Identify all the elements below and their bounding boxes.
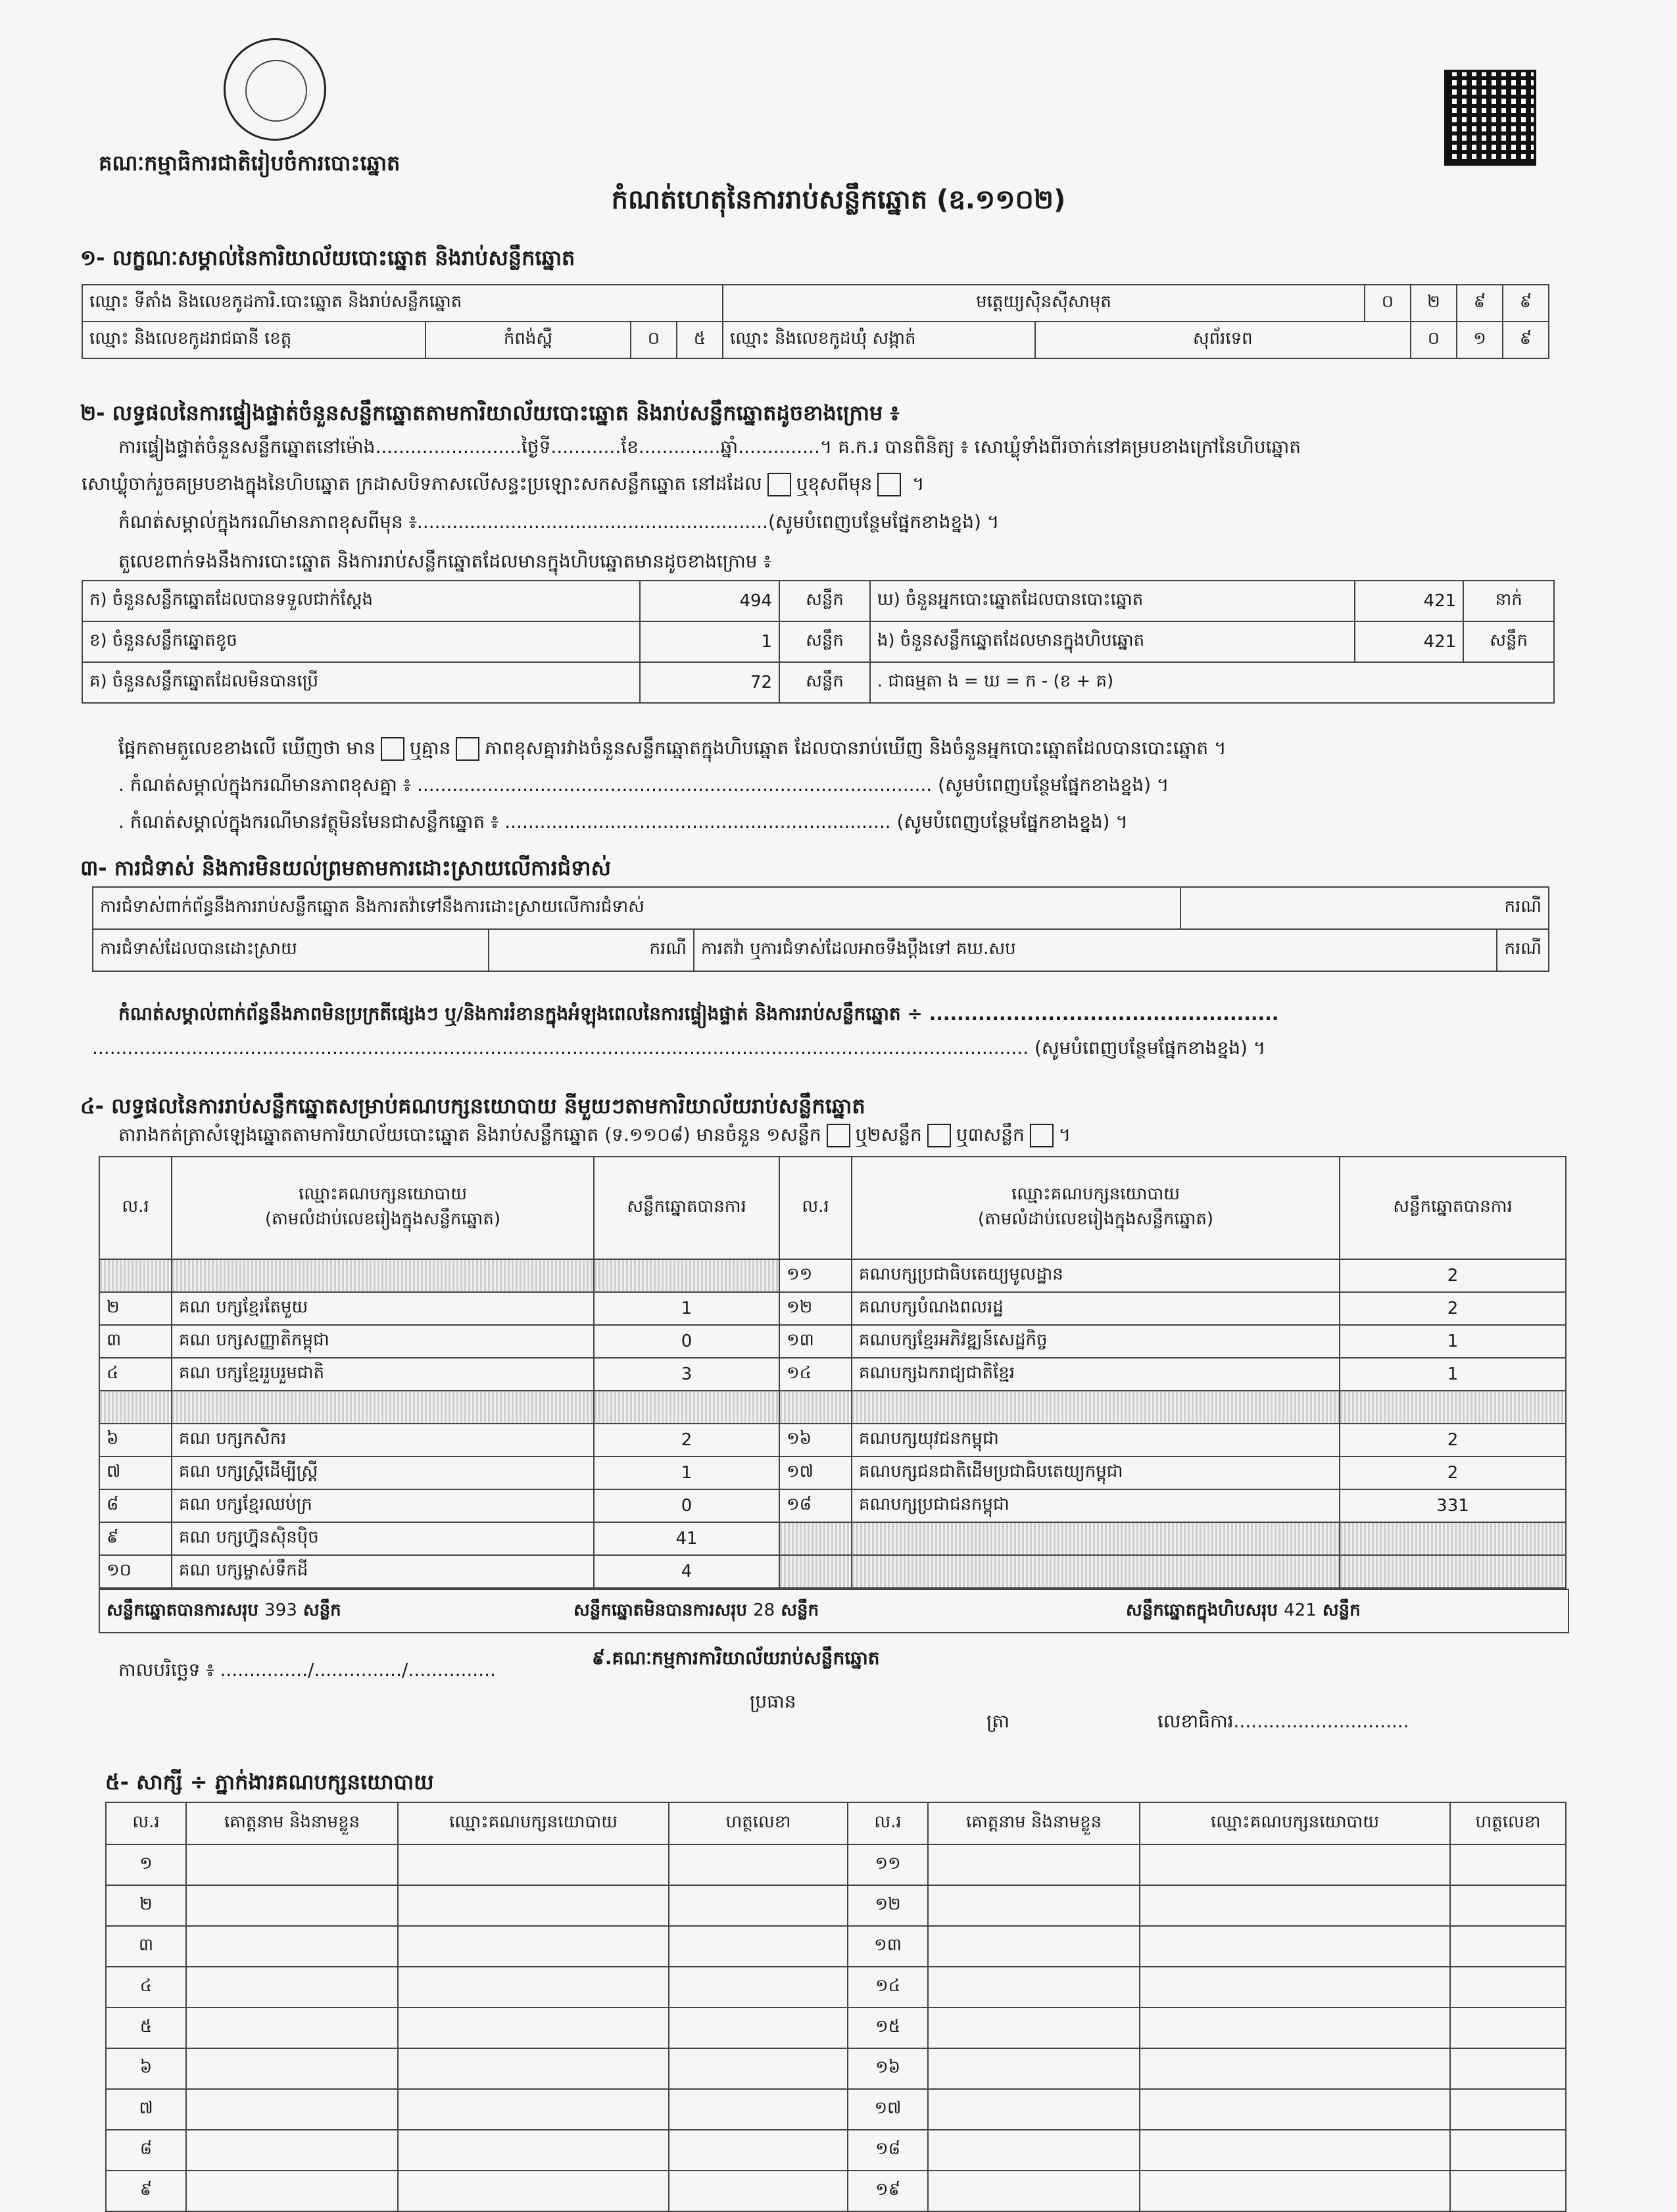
witness-party-cell[interactable]	[1140, 2171, 1450, 2211]
count-d-value: 421	[1355, 581, 1463, 621]
witness-signature-cell[interactable]	[669, 2089, 848, 2130]
witness-party-cell[interactable]	[398, 2008, 669, 2048]
witness-col-party: ឈ្មោះគណបក្សនយោបាយ	[1140, 1802, 1450, 1844]
witness-signature-cell[interactable]	[1450, 2089, 1566, 2130]
appealable-unit: ករណី	[1497, 929, 1549, 971]
commune-name: សុព័រទេព	[1035, 322, 1411, 358]
witness-row-number: ២	[106, 1885, 186, 1926]
witness-name-cell[interactable]	[186, 2008, 398, 2048]
count-d-unit: នាក់	[1463, 581, 1554, 621]
witness-row-number: ៩	[106, 2171, 186, 2211]
commune-code-digit: ០	[1411, 322, 1457, 358]
witness-name-cell[interactable]	[928, 2130, 1140, 2171]
witness-row-number: ១៤	[848, 1967, 928, 2008]
total-valid: សន្លឹកឆ្នោតបានការសរុប 393 សន្លឹក	[107, 1600, 341, 1620]
right-row-number	[779, 1522, 852, 1555]
witness-signature-cell[interactable]	[669, 1844, 848, 1885]
right-party-votes: 2	[1340, 1292, 1566, 1325]
witness-name-cell[interactable]	[928, 1885, 1140, 1926]
col-party-header: ឈ្មោះគណបក្សនយោបាយ (តាមលំដាប់លេខរៀងក្នុងសន្លឹកឆ្នោត)	[172, 1157, 594, 1259]
discrepancy-note-line: . កំណត់សម្គាល់ក្នុងករណីមានភាពខុសគ្នា ៖ ........................................................................................ (សូមបំពេញបន្ថែមផ្នែកខាងខ្នង) ។	[118, 774, 1169, 796]
section1-heading: ១- លក្ខណៈសម្គាល់នៃការិយាល័យបោះឆ្នោត និងរាប់សន្លឹកឆ្នោត	[80, 245, 575, 270]
witness-name-cell[interactable]	[186, 1967, 398, 2008]
witness-name-cell[interactable]	[186, 1926, 398, 1967]
one-sheet-checkbox[interactable]	[827, 1124, 850, 1147]
resolved-objections-label: ការជំទាស់ដែលបានដោះស្រាយ	[93, 929, 489, 971]
count-a-label: ក) ចំនួនសន្លឹកឆ្នោតដែលបានទទួលជាក់ស្តែង	[82, 581, 640, 621]
witness-name-cell[interactable]	[186, 2089, 398, 2130]
total-in-box: សន្លឹកឆ្នោតក្នុងហិបសរុប 421 សន្លឹក	[1126, 1600, 1361, 1620]
witness-row-number: ១៥	[848, 2008, 928, 2048]
witness-row-number: ១៦	[848, 2048, 928, 2089]
witness-name-cell[interactable]	[186, 2048, 398, 2089]
section5-heading: ៥- សាក្សី ÷ ភ្នាក់ងារគណបក្សនយោបាយ	[105, 1769, 434, 1794]
witness-signature-cell[interactable]	[1450, 2130, 1566, 2171]
left-row-number: ៧	[99, 1456, 172, 1489]
witness-row	[106, 2089, 1566, 2130]
section4-heading: ៤- លទ្ធផលនៃការរាប់សន្លឹកឆ្នោតសម្រាប់គណបក្សនយោបាយ នីមួយៗតាមការិយាល័យរាប់សន្លឹកឆ្នោត	[80, 1094, 865, 1118]
left-party-name: គណ បក្សម្ចាស់ទឹកដី	[172, 1555, 594, 1588]
witness-row	[106, 1844, 1566, 1885]
table-row	[99, 1292, 1566, 1325]
right-party-name: គណបក្សឯករាជ្យជាតិខ្មែរ	[852, 1358, 1340, 1391]
right-row-number: ១៦	[779, 1424, 852, 1456]
right-party-votes: 331	[1340, 1489, 1566, 1522]
count-unit: សន្លឹក	[1463, 621, 1554, 662]
right-row-number	[779, 1555, 852, 1588]
station-code-digit: ៩	[1457, 285, 1503, 322]
objections-table	[92, 886, 1549, 972]
right-party-votes: 1	[1340, 1358, 1566, 1391]
witness-signature-cell[interactable]	[669, 2048, 848, 2089]
seal-check-line: ការផ្ទៀងផ្ទាត់ចំនួនសន្លឹកឆ្នោតនៅម៉ោង.........................ថ្ងៃទី............ខែ..............ឆ្នាំ..............។ គ.ក.រ បានពិនិត្យ ៖ សោឃ្លុំទាំងពីរចាក់នៅគម្របខាងក្រៅនៃហិបឆ្នោត	[118, 436, 1301, 458]
commune-code-digit: ១	[1457, 322, 1503, 358]
qr-code-icon	[1444, 70, 1536, 166]
witness-signature-cell[interactable]	[1450, 2171, 1566, 2211]
counting-committee-label: ៩.គណៈកម្មការការិយាល័យរាប់សន្លឹកឆ្នោត	[592, 1647, 880, 1669]
left-party-votes	[594, 1391, 779, 1424]
witness-row	[106, 2171, 1566, 2211]
witness-name-cell[interactable]	[928, 2048, 1140, 2089]
right-party-name: គណបក្សប្រជាជនកម្ពុជា	[852, 1489, 1340, 1522]
discrepancy-yes-checkbox[interactable]	[381, 737, 404, 761]
right-row-number: ១២	[779, 1292, 852, 1325]
left-party-name: គណ បក្សខ្មែររួបរួមជាតិ	[172, 1358, 594, 1391]
station-label: ឈ្មោះ ទីតាំង និងលេខកូដការិ.បោះឆ្នោត និងរាប់សន្លឹកឆ្នោត	[82, 285, 723, 322]
witness-party-cell[interactable]	[398, 1844, 669, 1885]
witness-party-cell[interactable]	[398, 1967, 669, 2008]
left-row-number	[99, 1391, 172, 1424]
right-party-name	[852, 1555, 1340, 1588]
witness-party-cell[interactable]	[398, 2171, 669, 2211]
witness-party-cell[interactable]	[398, 1926, 669, 1967]
left-party-votes: 0	[594, 1489, 779, 1522]
station-code-digit: ៩	[1503, 285, 1549, 322]
right-party-votes: 2	[1340, 1456, 1566, 1489]
right-party-name: គណបក្សប្រជាធិបតេយ្យមូលដ្ឋាន	[852, 1259, 1340, 1292]
irregularity-note: កំណត់សម្គាល់ពាក់ព័ន្ធនឹងភាពមិនប្រក្រតីផ្សេងៗ ឬ/និងការរំខានក្នុងអំឡុងពេលនៃការផ្ទៀងផ្ទាត់ និងការរាប់សន្លឹកឆ្នោត ÷ ..................................................	[118, 1003, 1279, 1024]
witness-name-cell[interactable]	[928, 2008, 1140, 2048]
witness-col-sign: ហត្ថលេខា	[1450, 1802, 1566, 1844]
left-party-votes: 41	[594, 1522, 779, 1555]
right-party-name: គណបក្សជនជាតិដើមប្រជាធិបតេយ្យកម្ពុជា	[852, 1456, 1340, 1489]
left-party-votes: 1	[594, 1456, 779, 1489]
unchanged-checkbox[interactable]	[767, 473, 791, 496]
appealable-objections-label: ការតវ៉ា ឬការជំទាស់ដែលអាចទឹងប្តឹងទៅ គឃ.សប	[694, 929, 1497, 971]
witness-party-cell[interactable]	[398, 2130, 669, 2171]
left-party-votes: 1	[594, 1292, 779, 1325]
witness-signature-cell[interactable]	[1450, 1967, 1566, 2008]
count-unit: សន្លឹក	[779, 662, 870, 703]
count-unit: សន្លឹក	[779, 621, 870, 662]
province-code-digit: ៥	[677, 322, 723, 358]
left-row-number: ៨	[99, 1489, 172, 1522]
witness-row	[106, 1926, 1566, 1967]
witness-party-cell[interactable]	[1140, 1844, 1450, 1885]
province-label: ឈ្មោះ និងលេខកូដរាជធានី ខេត្ត	[82, 322, 425, 358]
left-party-name: គណ បក្សខ្មែរឈប់ក្រ	[172, 1489, 594, 1522]
count-unit: សន្លឹក	[779, 581, 870, 621]
left-party-name: គណ បក្សស្ត្រីដើម្បីស្ត្រី	[172, 1456, 594, 1489]
right-party-votes: 2	[1340, 1424, 1566, 1456]
right-party-name: គណបក្សបំណងពលរដ្ឋ	[852, 1292, 1340, 1325]
witness-signature-cell[interactable]	[669, 2130, 848, 2171]
table-row	[99, 1489, 1566, 1522]
discrepancy-no-checkbox[interactable]	[456, 737, 479, 761]
witness-table	[105, 1802, 1567, 2212]
witness-row-number: ៣	[106, 1926, 186, 1967]
witness-name-cell[interactable]	[928, 1844, 1140, 1885]
witness-row-number: ៨	[106, 2130, 186, 2171]
witness-col-no: ល.រ	[848, 1802, 928, 1844]
foreign-object-note-line: . កំណត់សម្គាល់ក្នុងករណីមានវត្ថុមិនមែនជាសន្លឹកឆ្នោត ៖ .................................................................. (សូមបំពេញបន្ថែមផ្នែកខាងខ្នង) ។	[118, 811, 1128, 832]
resolved-unit: ករណី	[489, 929, 694, 971]
witness-party-cell[interactable]	[398, 2089, 669, 2130]
count-c-label: គ) ចំនួនសន្លឹកឆ្នោតដែលមិនបានប្រើ	[82, 662, 640, 703]
province-code-digit: ០	[631, 322, 677, 358]
witness-signature-cell[interactable]	[669, 1926, 848, 1967]
count-e-value: 421	[1355, 621, 1463, 662]
left-party-votes: 0	[594, 1325, 779, 1358]
witness-col-no: ល.រ	[106, 1802, 186, 1844]
left-party-name: គណ បក្សហ្វ៊ុនស៊ិនប៉ិច	[172, 1522, 594, 1555]
left-row-number: ៤	[99, 1358, 172, 1391]
witness-col-sign: ហត្ថលេខា	[669, 1802, 848, 1844]
left-row-number: ៦	[99, 1424, 172, 1456]
right-party-votes	[1340, 1391, 1566, 1424]
witness-party-cell[interactable]	[1140, 2008, 1450, 2048]
right-row-number: ១៧	[779, 1456, 852, 1489]
witness-row-number: ១	[106, 1844, 186, 1885]
witness-signature-cell[interactable]	[669, 1885, 848, 1926]
figures-intro-line: តួលេខពាក់ទងនឹងការបោះឆ្នោត និងការរាប់សន្លឹកឆ្នោតដែលមានក្នុងហិបឆ្នោតមានដូចខាងក្រោម ៖	[118, 550, 771, 572]
count-formula: . ជាធម្មតា ង = ឃ = ក - (ខ + គ)	[870, 662, 1554, 703]
witness-party-cell[interactable]	[1140, 1926, 1450, 1967]
table-row	[99, 1424, 1566, 1456]
witness-row-number: ៦	[106, 2048, 186, 2089]
witness-row-number: ១៣	[848, 1926, 928, 1967]
witness-party-cell[interactable]	[1140, 1967, 1450, 2008]
seal-logo	[224, 38, 326, 141]
stamp-label: ត្រា	[986, 1710, 1009, 1732]
right-row-number: ១៤	[779, 1358, 852, 1391]
count-d-label: ឃ) ចំនួនអ្នកបោះឆ្នោតដែលបានបោះឆ្នោត	[870, 581, 1355, 621]
right-row-number: ១៣	[779, 1325, 852, 1358]
right-party-votes: 1	[1340, 1325, 1566, 1358]
witness-party-cell[interactable]	[1140, 2089, 1450, 2130]
table-row	[99, 1391, 1566, 1424]
left-party-name: គណ បក្សខ្មែរតែមួយ	[172, 1292, 594, 1325]
right-row-number	[779, 1391, 852, 1424]
witness-signature-cell[interactable]	[1450, 1926, 1566, 1967]
table-row	[99, 1456, 1566, 1489]
witness-col-party: ឈ្មោះគណបក្សនយោបាយ	[398, 1802, 669, 1844]
witness-row	[106, 2130, 1566, 2171]
count-c-value: 72	[640, 662, 779, 703]
three-sheets-checkbox[interactable]	[1030, 1124, 1054, 1147]
count-b-value: 1	[640, 621, 779, 662]
station-code-digit: ២	[1411, 285, 1457, 322]
witness-signature-cell[interactable]	[1450, 2008, 1566, 2048]
left-party-votes: 4	[594, 1555, 779, 1588]
witness-row	[106, 1885, 1566, 1926]
count-a-value: 494	[640, 581, 779, 621]
witness-row-number: ៥	[106, 2008, 186, 2048]
witness-name-cell[interactable]	[928, 2171, 1140, 2211]
section2-heading: ២- លទ្ធផលនៃការផ្ទៀងផ្ទាត់ចំនួនសន្លឹកឆ្នោតតាមការិយាល័យបោះឆ្នោត និងរាប់សន្លឹកឆ្នោតដូចខាងក្រោម ៖	[80, 400, 900, 425]
objections-label: ការជំទាស់ពាក់ព័ន្ធនឹងការរាប់សន្លឹកឆ្នោត និងការតវ៉ាទៅនឹងការដោះស្រាយលើការជំទាស់	[93, 887, 1180, 929]
witness-party-cell[interactable]	[398, 2048, 669, 2089]
totals-bar	[99, 1589, 1569, 1633]
witness-name-cell[interactable]	[186, 2130, 398, 2171]
witness-party-cell[interactable]	[398, 1885, 669, 1926]
secretary-label: លេខាធិការ..............................	[1157, 1710, 1409, 1732]
witness-name-cell[interactable]	[928, 2089, 1140, 2130]
irregularity-note-continued: ................................................................................................................................................................ (សូមបំពេញបន្ថែមផ្នែកខាងខ្នង) ។	[92, 1037, 1266, 1059]
witness-row	[106, 2048, 1566, 2089]
witness-row	[106, 1967, 1566, 2008]
witness-row-number: ១៨	[848, 2130, 928, 2171]
count-e-label: ង) ចំនួនសន្លឹកឆ្នោតដែលមានក្នុងហិបឆ្នោត	[870, 621, 1355, 662]
left-party-name: គណ បក្សកសិករ	[172, 1424, 594, 1456]
witness-signature-cell[interactable]	[669, 2008, 848, 2048]
left-row-number: ៩	[99, 1522, 172, 1555]
table-row	[99, 1522, 1566, 1555]
col-no-header: ល.រ	[99, 1157, 172, 1259]
table-row	[99, 1325, 1566, 1358]
witness-name-cell[interactable]	[186, 1844, 398, 1885]
right-party-name: គណបក្សខ្មែរអភិវឌ្ឍន៍សេដ្ឋកិច្ច	[852, 1325, 1340, 1358]
witness-signature-cell[interactable]	[669, 1967, 848, 2008]
witness-row-number: ១១	[848, 1844, 928, 1885]
witness-row	[106, 2008, 1566, 2048]
objections-unit: ករណី	[1180, 887, 1549, 929]
witness-row-number: ៤	[106, 1967, 186, 2008]
left-row-number: ៣	[99, 1325, 172, 1358]
right-party-votes	[1340, 1555, 1566, 1588]
date-line: កាលបរិច្ឆេទ ៖ .............../.............../...............	[118, 1659, 496, 1681]
party-results-table	[99, 1156, 1567, 1589]
page-title: កំណត់ហេតុនៃការរាប់សន្លឹកឆ្នោត (ឧ.១១០២)	[611, 185, 1066, 215]
count-b-label: ខ) ចំនួនសន្លឹកឆ្នោតខូច	[82, 621, 640, 662]
commune-code-digit: ៩	[1503, 322, 1549, 358]
left-row-number	[99, 1259, 172, 1292]
right-party-votes	[1340, 1522, 1566, 1555]
difference-note-line: កំណត់សម្គាល់ក្នុងករណីមានភាពខុសពីមុន ៖............................................................(សូមបំពេញបន្ថែមផ្នែកខាងខ្នង) ។	[118, 511, 1000, 533]
station-code-digit: ០	[1365, 285, 1411, 322]
witness-party-cell[interactable]	[1140, 1885, 1450, 1926]
right-row-number: ១៨	[779, 1489, 852, 1522]
left-row-number: ២	[99, 1292, 172, 1325]
right-party-name	[852, 1522, 1340, 1555]
commune-label: ឈ្មោះ និងលេខកូដឃុំ សង្កាត់	[723, 322, 1035, 358]
discrepancy-line: ផ្អែកតាមតួលេខខាងលើ ឃើញថា មាន ឬគ្មាន ភាពខុសគ្នារវាងចំនួនសន្លឹកឆ្នោតក្នុងហិបឆ្នោត ដែលបានរាប់ឃើញ និងចំនួនអ្នកបោះឆ្នោតដែលបានបោះឆ្នោត ។	[118, 736, 1227, 763]
right-party-votes: 2	[1340, 1259, 1566, 1292]
witness-row-number: ១២	[848, 1885, 928, 1926]
witness-row-number: ១៧	[848, 2089, 928, 2130]
witness-signature-cell[interactable]	[669, 2171, 848, 2211]
total-invalid: សន្លឹកឆ្នោតមិនបានការសរុប 28 សន្លឹក	[573, 1600, 819, 1620]
witness-name-cell[interactable]	[928, 1967, 1140, 2008]
witness-col-name: គោត្តនាម និងនាមខ្លួន	[186, 1802, 398, 1844]
changed-checkbox[interactable]	[877, 473, 901, 496]
left-row-number: ១០	[99, 1555, 172, 1588]
committee-name: គណៈកម្មាធិការជាតិរៀបចំការបោះឆ្នោត	[99, 151, 401, 176]
col-votes-header: សន្លឹកឆ្នោតបានការ	[594, 1157, 779, 1259]
province-name: កំពង់ស្ពឺ	[425, 322, 631, 358]
witness-row-number: ១៩	[848, 2171, 928, 2211]
seal-status-line: សោឃ្លុំចាក់រួចគម្របខាងក្នុងនៃហិបឆ្នោត ក្រដាសបិទភាសលើសន្ទះប្រឡោះសកសន្លឹកឆ្នោត នៅដដែល ឬខុសពីមុន ។	[82, 472, 925, 499]
left-party-name	[172, 1259, 594, 1292]
col-party-header: ឈ្មោះគណបក្សនយោបាយ (តាមលំដាប់លេខរៀងក្នុងសន្លឹកឆ្នោត)	[852, 1157, 1340, 1259]
table-row	[99, 1358, 1566, 1391]
left-party-votes: 3	[594, 1358, 779, 1391]
left-party-name	[172, 1391, 594, 1424]
witness-signature-cell[interactable]	[1450, 2048, 1566, 2089]
witness-signature-cell[interactable]	[1450, 1885, 1566, 1926]
witness-name-cell[interactable]	[928, 1926, 1140, 1967]
table-row	[99, 1259, 1566, 1292]
right-row-number: ១១	[779, 1259, 852, 1292]
section3-heading: ៣- ការជំទាស់ និងការមិនយល់ព្រមតាមការដោះស្រាយលើការជំទាស់	[80, 855, 611, 880]
witness-row-number: ៧	[106, 2089, 186, 2130]
left-party-votes	[594, 1259, 779, 1292]
table-row	[99, 1555, 1566, 1588]
station-info-table	[82, 284, 1549, 359]
col-votes-header: សន្លឹកឆ្នោតបានការ	[1340, 1157, 1566, 1259]
col-no-header: ល.រ	[779, 1157, 852, 1259]
tally-sheet-line: តារាងកត់ត្រាសំឡេងឆ្នោតតាមការិយាល័យបោះឆ្នោត និងរាប់សន្លឹកឆ្នោត (ទ.១១០៨) មានចំនួន ១សន្លឹក ឬ២សន្លឹក ឬ៣សន្លឹក ។	[118, 1123, 1071, 1150]
witness-party-cell[interactable]	[1140, 2130, 1450, 2171]
ballot-counts-table	[82, 580, 1555, 704]
chair-label: ប្រធាន	[750, 1691, 796, 1712]
witness-col-name: គោត្តនាម និងនាមខ្លួន	[928, 1802, 1140, 1844]
right-party-name	[852, 1391, 1340, 1424]
station-name: មត្តេយ្យសុិនសុីសាមុត	[723, 285, 1365, 322]
witness-party-cell[interactable]	[1140, 2048, 1450, 2089]
right-party-name: គណបក្សយុវជនកម្ពុជា	[852, 1424, 1340, 1456]
witness-signature-cell[interactable]	[1450, 1844, 1566, 1885]
left-party-name: គណ បក្សសញ្ញាតិកម្ពុជា	[172, 1325, 594, 1358]
left-party-votes: 2	[594, 1424, 779, 1456]
two-sheets-checkbox[interactable]	[927, 1124, 951, 1147]
witness-name-cell[interactable]	[186, 1885, 398, 1926]
witness-name-cell[interactable]	[186, 2171, 398, 2211]
